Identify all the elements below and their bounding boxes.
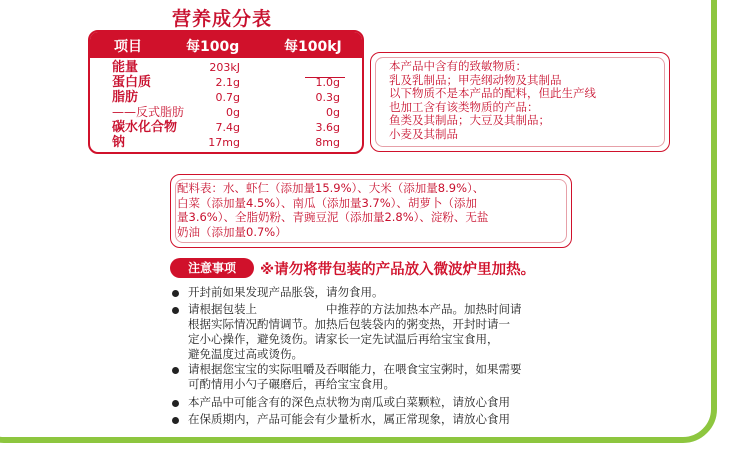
note-line: 本产品中可能含有的深色点状物为南瓜或白菜颗粒，请放心食用 xyxy=(188,395,510,409)
value-per100g: 7.4g xyxy=(215,121,240,134)
nutrition-row xyxy=(90,105,362,120)
allergen-line: 乳及乳制品；甲壳纲动物及其制品 xyxy=(389,72,562,87)
nutrient-name: ——反式脂肪 xyxy=(112,105,185,119)
value-per100g: 17mg xyxy=(208,136,240,149)
note-line: 可酌情用小勺子碾磨后，再给宝宝食用。 xyxy=(188,377,395,391)
note-line: 请根据您宝宝的实际咀嚼及吞咽能力，在喂食宝宝粥时，如果需要 xyxy=(188,362,522,376)
allergen-line: 本产品中含有的致敏物质： xyxy=(389,59,527,73)
ingredient-line: 量3.6%）、全脂奶粉、青豌豆泥（添加量2.8%）、淀粉、无盐 xyxy=(177,210,489,224)
note-line: 开封前如果发现产品胀袋，请勿食用。 xyxy=(188,285,384,299)
note-line: 在保质期内，产品可能会有少量析水，属正常现象，请放心食用 xyxy=(188,412,510,426)
note-line: 根据实际情况酌情调节。加热后包装袋内的粥变热，开封时请一 xyxy=(188,317,510,331)
nutrient-name: 蛋白质 xyxy=(112,75,152,90)
value-per100g: 0g xyxy=(226,106,240,119)
note-line: 避免温度过高或烫伤。 xyxy=(188,347,303,361)
bullet-icon xyxy=(172,307,179,314)
nutrition-header xyxy=(90,32,362,58)
nutrition-table xyxy=(88,30,364,154)
ingredient-line: 配料表：水、虾仁（添加量15.9%）、大米（添加量8.9%）、 xyxy=(177,181,485,195)
value-per100kj: 3.6g xyxy=(315,121,340,134)
value-per100kj: 0.3g xyxy=(315,91,340,104)
header-per100g: 每100g xyxy=(186,39,240,55)
ingredients-box xyxy=(170,174,572,248)
value-per100g: 0.7g xyxy=(215,91,240,104)
ingredient-line: 白菜（添加量4.5%）、南瓜（添加量3.7%）、胡萝卜（添加 xyxy=(177,195,477,210)
nutrition-title: 营养成分表 xyxy=(172,8,273,30)
allergen-line: 也加工含有该类物质的产品： xyxy=(389,99,539,114)
nutrient-name: 脂肪 xyxy=(112,90,139,105)
header-item: 项目 xyxy=(114,39,142,55)
nutrient-name: 碳水化合物 xyxy=(112,120,178,135)
microwave-warning: ※请勿将带包装的产品放入微波炉里加热。 xyxy=(260,262,536,278)
bullet-icon xyxy=(172,367,179,374)
nutrition-row xyxy=(90,120,362,135)
note-line: 请根据包装上 中推荐的方法加热本产品。加热时间请 xyxy=(188,302,522,316)
nutrition-row xyxy=(90,75,362,90)
nutrient-name: 能量 xyxy=(112,60,139,75)
ingredient-line: 奶油（添加量0.7%） xyxy=(177,224,287,239)
bullet-icon xyxy=(172,290,179,297)
nutrition-row xyxy=(90,90,362,105)
nutrient-name: 钠 xyxy=(112,135,126,150)
header-per100kj: 每100kJ xyxy=(284,39,342,55)
value-per100g: 203kJ xyxy=(209,61,240,74)
value-per100kj: 0g xyxy=(326,106,340,119)
allergen-box xyxy=(370,52,670,152)
allergen-line: 以下物质不是本产品的配料，但此生产线 xyxy=(389,86,596,100)
note-line: 定小心操作，避免烫伤。请家长一定先试温后再给宝宝食用， xyxy=(188,332,499,346)
value-per100g: 2.1g xyxy=(215,76,240,89)
allergen-line: 鱼类及其制品；大豆及其制品； xyxy=(389,113,550,127)
value-per100kj: 1.0g xyxy=(315,76,340,89)
allergen-line: 小麦及其制品 xyxy=(389,126,458,141)
bullet-icon xyxy=(172,417,179,424)
notes-badge: 注意事项 xyxy=(170,258,254,278)
nutrition-row xyxy=(90,60,362,75)
nutrition-row xyxy=(90,135,362,150)
value-per100kj: 8mg xyxy=(315,136,340,149)
bullet-icon xyxy=(172,400,179,407)
